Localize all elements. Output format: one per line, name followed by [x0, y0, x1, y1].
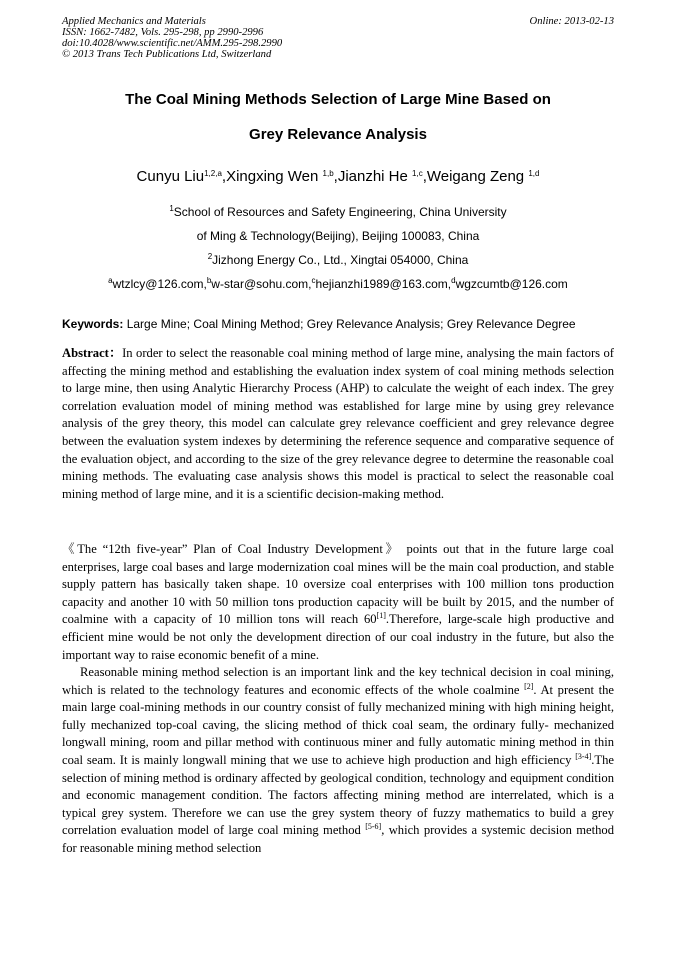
- author-affiliation-sup: 1,c: [412, 169, 423, 178]
- email-link[interactable]: wtzlcy@126.com,: [112, 277, 207, 291]
- author-affiliation-sup: 1,d: [528, 169, 540, 178]
- paper-title-line-2: Grey Relevance Analysis: [249, 126, 427, 143]
- author-list: [62, 168, 614, 185]
- copyright-line: © 2013 Trans Tech Publications Ltd, Switzerland: [62, 49, 272, 60]
- online-date: Online: 2013-02-13: [529, 16, 614, 27]
- abstract-text: In order to select the reasonable coal mining method of large mine, analysing the main factors of affecting the mining method and establishing the evaluation index system of coal mining methods selection to large mine, then using Analytic Hierarchy Process (AHP) to calculate the weight of each index. The grey correlation evaluation model of mining method was established for large mine by using grey relevance analysis of the grey theory, this model can calculate grey relevance coefficient and grey relevance degree between the evaluation system indexes by determining the reference sequence and comparative sequence of the evaluation object, and according to the size of the grey relevance degree to determine the reasonable coal mining methods. The evaluating case analysis shows this model is practical to select the reasonable coal mining method of large mine, and it is a scientific decision-making method.: [62, 346, 614, 501]
- affiliation-1-line-2: of Ming & Technology(Beijing), Beijing 100083, China: [196, 229, 480, 243]
- author-name: Xingxing Wen: [226, 168, 323, 185]
- author-separator: ,: [221, 168, 227, 185]
- author-name: Weigang Zeng: [426, 168, 529, 185]
- affiliation-1-line-1: $^1$School of Resources and Safety Engineering, China University: [169, 204, 507, 219]
- author-name: Jianzhi He: [337, 168, 413, 185]
- issn-line: ISSN: 1662-7482, Vols. 295-298, pp 2990-2996: [62, 27, 264, 38]
- email-link[interactable]: wgzcumtb@126.com: [455, 277, 568, 291]
- citation: [3-4]: [575, 751, 592, 761]
- intro-paragraph-2: Reasonable mining method selection is an important link and the key technical decision in coal mining, which is related to the technology features and economic effects of the whole coalmine [2]. At present the main large coal-mining methods in our country consist of fully mechanized mining with high mining height, fully mechanized top-coal caving, the slicing method of thick coal seam, the ordinary fully- mechanized longwall mining, room and pillar method with continuous miner and fully automatic mining method in thin coal seam. It is mainly longwall mining that we use to achieve high production and high efficiency [3-4].The selection of mining method is ordinary affected by geological condition, technology and equipment condition and economic management condition. The factors affecting mining method are interrelated, which is a typical grey system. Therefore we can use the grey system theory of fuzzy mathematics to build a grey correlation evaluation model of large coal mining method [5-6], which provides a systemic decision method for reasonable mining method selection: [62, 665, 615, 855]
- author-name: Cunyu Liu: [136, 168, 205, 185]
- citation: [1]: [376, 611, 386, 621]
- author-affiliation-sup: 1,b: [322, 169, 334, 178]
- email-link[interactable]: w-star@sohu.com,: [211, 277, 312, 291]
- journal-header: [62, 16, 614, 60]
- author-emails: $^a$wtzlcy@126.com,$^b$w-star@sohu.com,$^c$hejianzhi1989@163.com,$^d$wgzcumtb@126.com: [108, 276, 568, 291]
- paper-title-line-1: The Coal Mining Methods Selection of Large Mine Based on: [125, 91, 551, 108]
- keywords: [62, 317, 614, 331]
- citation: [5-6]: [365, 822, 382, 832]
- abstract: [62, 345, 614, 503]
- email-link[interactable]: hejianzhi1989@163.com,: [315, 277, 452, 291]
- keywords-label: Keywords:: [62, 317, 124, 331]
- author-separator: ,: [422, 168, 427, 185]
- intro-paragraph-1: 《The “12th five-year” Plan of Coal Industry Development》 points out that in the future large coal enterprises, large coal bases and large modernization coal mines will be the main coal production, and stable supply pattern has basically taken shape. 10 oversize coal enterprises with 100 million tons production capacity and another 10 with 50 million tons production capacity will be built by 2015, and the number of coalmine with a capacity of 10 million tons will reach 60[1].Therefore, large-scale high productive and efficient mine would be not only the development direction of our coal industry in the future, but also the important way to raise economic benefit of a mine.: [62, 542, 615, 662]
- author-separator: ,: [333, 168, 338, 185]
- abstract-label: Abstract：: [62, 346, 123, 360]
- author-affiliation-sup: 1,2,a: [204, 169, 222, 178]
- keywords-text: Large Mine; Coal Mining Method; Grey Relevance Analysis; Grey Relevance Degree: [123, 317, 576, 331]
- citation: [2]: [524, 681, 534, 691]
- doi-line: doi:10.4028/www.scientific.net/AMM.295-298.2990: [62, 38, 283, 49]
- affiliation-2: $^2$Jizhong Energy Co., Ltd., Xingtai 054000, China: [207, 252, 469, 267]
- journal-name: Applied Mechanics and Materials: [62, 16, 206, 27]
